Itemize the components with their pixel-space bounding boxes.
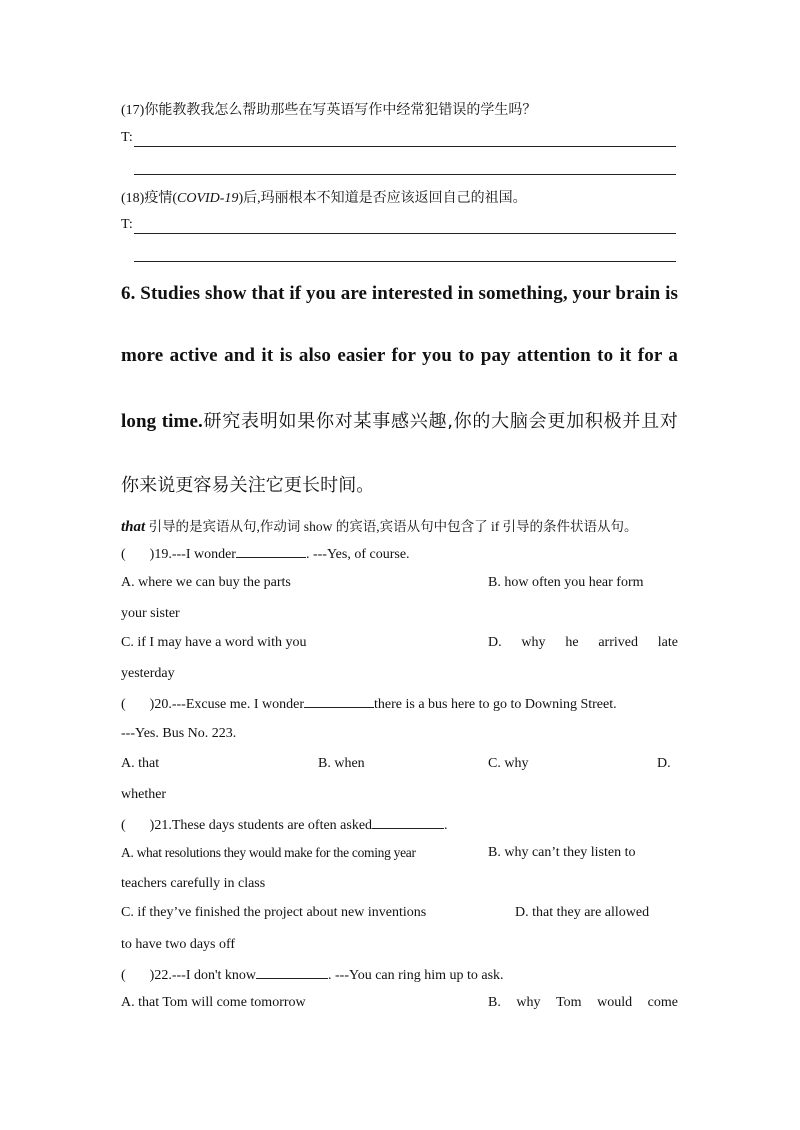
q22-paren: ( <box>121 968 126 983</box>
q19-stem-pre: )19.---I wonder <box>149 547 236 562</box>
q19-option-b-line1: B. how often you hear form <box>488 575 644 590</box>
q20-option-a: A. that <box>121 756 160 771</box>
q18-answer-line-2[interactable] <box>134 261 676 262</box>
sentence6-line4 <box>121 471 678 497</box>
grammar-note <box>121 515 638 536</box>
sentence6-line3-cn: 研究表明如果你对某事感兴趣,你的大脑会更加积极并且对 <box>202 411 678 432</box>
q22-b-word-3: Tom <box>556 995 582 1010</box>
q18-prompt-post: )后,玛丽根本不知道是否应该返回自己的祖国。 <box>238 191 527 206</box>
q20-stem-pre: )20.---Excuse me. I wonder <box>149 697 304 712</box>
q18-answer-line-1[interactable] <box>134 233 676 234</box>
q17-t-label: T: <box>121 130 133 145</box>
q21-option-a: A. what resolutions they would make for the coming year <box>121 845 416 860</box>
q19-d-word-2: why <box>521 635 546 650</box>
q20-blank[interactable] <box>304 695 374 708</box>
q21-stem-pre: )21.These days students are often asked <box>149 818 373 833</box>
q18-prompt <box>121 187 527 207</box>
q22-stem <box>121 966 504 984</box>
q20-option-d: D. <box>657 756 671 771</box>
q19-blank[interactable] <box>236 545 306 558</box>
q22-stem-post: . ---You can ring him up to ask. <box>328 968 504 983</box>
q20-option-d-line2: whether <box>121 787 167 802</box>
q22-b-word-1: B. <box>488 995 501 1010</box>
sentence6-line1: 6. Studies show that if you are interested in something, your brain is <box>121 283 678 304</box>
q20-paren: ( <box>121 697 126 712</box>
q19-stem-post: . ---Yes, of course. <box>305 547 410 562</box>
q19-option-a: A. where we can buy the parts <box>121 575 291 590</box>
q22-b-word-2: why <box>516 995 541 1010</box>
q19-stem <box>121 545 410 563</box>
q22-b-word-4: would <box>597 995 633 1010</box>
q18-prompt-em: COVID-19 <box>177 191 239 206</box>
q22-option-b-line1 <box>488 995 678 1011</box>
q21-blank[interactable] <box>372 816 444 829</box>
q17-answer-line-1[interactable] <box>134 146 676 147</box>
q21-stem <box>121 816 448 834</box>
q21-paren: ( <box>121 818 126 833</box>
q22-option-a: A. that Tom will come tomorrow <box>121 995 306 1010</box>
q22-b-word-5: come <box>647 995 678 1010</box>
sentence6-line2: more active and it is also easier for you to pay attention to it for a <box>121 345 678 366</box>
q20-stem-post: there is a bus here to go to Downing Street. <box>374 697 617 712</box>
q17-answer-line-2[interactable] <box>134 174 676 175</box>
q20-stem <box>121 695 617 713</box>
q21-stem-post: . <box>444 818 448 833</box>
q18-t-label: T: <box>121 217 133 232</box>
q21-option-b-line1: B. why can’t they listen to <box>488 845 636 860</box>
q20-option-b: B. when <box>318 756 365 771</box>
q22-stem-pre: )22.---I don't know <box>149 968 257 983</box>
q19-d-word-3: he <box>565 635 579 650</box>
q19-option-b-line2: your sister <box>121 606 180 621</box>
q18-prompt-pre: (18)疫情( <box>121 191 177 206</box>
q21-answer-slot[interactable] <box>126 817 150 829</box>
q17-prompt: (17)你能教教我怎么帮助那些在写英语写作中经常犯错误的学生吗？ <box>121 103 537 118</box>
q19-answer-slot[interactable] <box>126 546 150 558</box>
q21-option-c: C. if they’ve finished the project about new inventions <box>121 905 427 920</box>
q22-answer-slot[interactable] <box>126 967 150 979</box>
sentence6-line3-en: long time. <box>121 411 203 432</box>
q21-option-b-line2: teachers carefully in class <box>121 876 266 891</box>
q19-d-word-1: D. <box>488 635 502 650</box>
q21-option-d-line2: to have two days off <box>121 937 236 952</box>
q19-option-d-line2: yesterday <box>121 666 175 681</box>
q19-d-word-5: late <box>657 635 678 650</box>
sentence6-line3 <box>121 407 678 433</box>
q22-blank[interactable] <box>256 966 328 979</box>
q20-option-c: C. why <box>488 756 529 771</box>
q21-option-d-line1: D. that they are allowed <box>515 905 650 920</box>
q19-option-d-line1 <box>488 635 678 651</box>
note-keyword: that <box>121 519 146 535</box>
note-text: 引导的是宾语从句,作动词 show 的宾语,宾语从句中包含了 if 引导的条件状语从句。 <box>145 519 638 534</box>
q20-answer-slot[interactable] <box>126 696 150 708</box>
q19-option-c: C. if I may have a word with you <box>121 635 307 650</box>
q19-d-word-4: arrived <box>598 635 638 650</box>
q20-answer: ---Yes. Bus No. 223. <box>121 726 237 741</box>
sentence6-line4-cn: 你来说更容易关注它更长时间。 <box>121 475 375 496</box>
q19-paren: ( <box>121 547 126 562</box>
